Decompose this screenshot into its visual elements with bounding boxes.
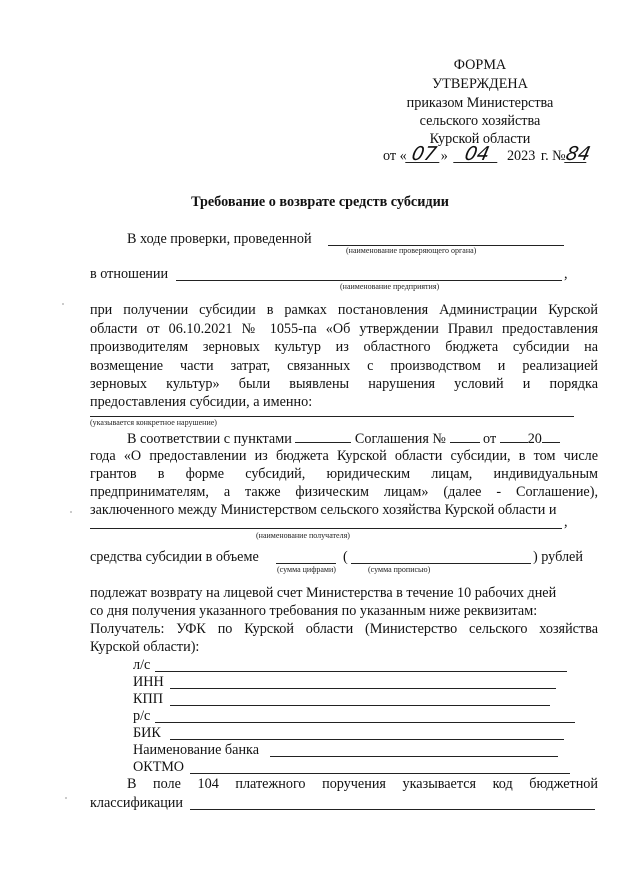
- settlement-account-label: р/с: [133, 708, 151, 724]
- settlement-account-field[interactable]: [155, 722, 575, 723]
- bank-name-label: Наименование банка: [133, 742, 260, 758]
- body-line: года «О предоставлении из бюджета Курской области субсидии, в том числе: [90, 448, 598, 464]
- budget-code-label: классификации: [90, 795, 183, 811]
- budget-code-field[interactable]: [190, 809, 595, 810]
- body-line: при получении субсидии в рамках постановления Администрации Курской: [90, 302, 598, 318]
- body-line: В поле 104 платежного поручения указывается код бюджетной: [127, 776, 598, 792]
- comma: ,: [564, 266, 568, 282]
- enterprise-name-field[interactable]: [176, 280, 562, 281]
- enterprise-name-caption: (наименование предприятия): [340, 282, 440, 291]
- body-line: зерновых культур» были выявлены нарушения условий и порядка: [90, 376, 598, 392]
- order-label: приказом Министерства: [406, 95, 554, 111]
- violation-caption: (указывается конкретное нарушение): [90, 418, 217, 427]
- agreement-date-field[interactable]: [500, 428, 528, 443]
- ministry-label: сельского хозяйства: [419, 113, 541, 129]
- order-date-line: от « 07 » 04 2023 г. №84: [383, 143, 593, 165]
- body-line: грантов в форме субсидий, юридическим лицам, индивидуальным: [90, 466, 598, 482]
- inspecting-body-caption: (наименование проверяющего органа): [346, 246, 477, 255]
- amount-digits-field[interactable]: [276, 563, 336, 564]
- body-line: предоставления субсидии, а именно:: [90, 394, 313, 410]
- body-line: подлежат возврату на лицевой счет Министерства в течение 10 рабочих дней: [90, 585, 557, 601]
- body-line: области от 06.10.2021 № 1055-па «Об утверждении Правил предоставления: [90, 321, 598, 337]
- rubles-label: ) рублей: [533, 549, 583, 565]
- violation-field[interactable]: [90, 416, 574, 417]
- body-line: возмещение части затрат, связанных с производством и реализацией: [90, 358, 598, 374]
- oktmo-label: ОКТМО: [133, 759, 185, 775]
- body-line: Получатель: УФК по Курской области (Министерство сельского хозяйства: [90, 621, 598, 637]
- region-label: Курской области: [429, 131, 531, 147]
- scan-speck: [70, 511, 72, 513]
- comma: ,: [564, 514, 568, 530]
- body-line: со дня получения указанного требования по указанным ниже реквизитам:: [90, 603, 538, 619]
- inn-field[interactable]: [170, 688, 556, 689]
- bik-label: БИК: [133, 725, 161, 741]
- agreement-number-field[interactable]: [450, 428, 480, 443]
- kpp-label: КПП: [133, 691, 163, 707]
- body-line: Курской области):: [90, 639, 200, 655]
- form-label: ФОРМА: [453, 57, 507, 73]
- oktmo-field[interactable]: [190, 773, 570, 774]
- agreement-year-field[interactable]: [542, 428, 560, 443]
- order-number-handwritten: 84: [563, 143, 593, 165]
- bik-field[interactable]: [170, 739, 564, 740]
- amount-words-field[interactable]: [351, 563, 531, 564]
- inn-label: ИНН: [133, 674, 164, 690]
- personal-account-label: л/с: [133, 657, 151, 673]
- inspection-label: В ходе проверки, проведенной: [127, 231, 312, 247]
- bank-name-field[interactable]: [270, 756, 558, 757]
- scan-speck: [65, 797, 67, 799]
- order-month-handwritten: 04: [454, 146, 502, 163]
- recipient-name-field[interactable]: [90, 528, 562, 529]
- approved-label: УТВЕРЖДЕНА: [432, 76, 528, 92]
- order-day-handwritten: 07: [405, 146, 443, 163]
- kpp-field[interactable]: [170, 705, 550, 706]
- recipient-name-caption: (наименование получателя): [256, 531, 350, 540]
- body-line: предпринимателям, а также физическим лицам» (далее - Соглашение),: [90, 484, 598, 500]
- agreement-line: В соответствии с пунктами Соглашения № от 20: [127, 428, 560, 449]
- amount-digits-caption: (сумма цифрами): [277, 565, 336, 574]
- amount-words-caption: (сумма прописью): [368, 565, 431, 574]
- body-line: заключенного между Министерством сельского хозяйства Курской области и: [90, 502, 557, 518]
- scan-speck: [62, 303, 64, 305]
- clauses-field[interactable]: [295, 428, 351, 443]
- document-title: Требование о возврате средств субсидии: [191, 194, 449, 210]
- subsidy-amount-label: средства субсидии в объеме: [90, 549, 259, 565]
- body-line: производителям зерновых культур из областного бюджета субсидии на: [90, 339, 598, 355]
- paren-open: (: [343, 549, 348, 565]
- personal-account-field[interactable]: [155, 671, 567, 672]
- regarding-label: в отношении: [90, 266, 169, 282]
